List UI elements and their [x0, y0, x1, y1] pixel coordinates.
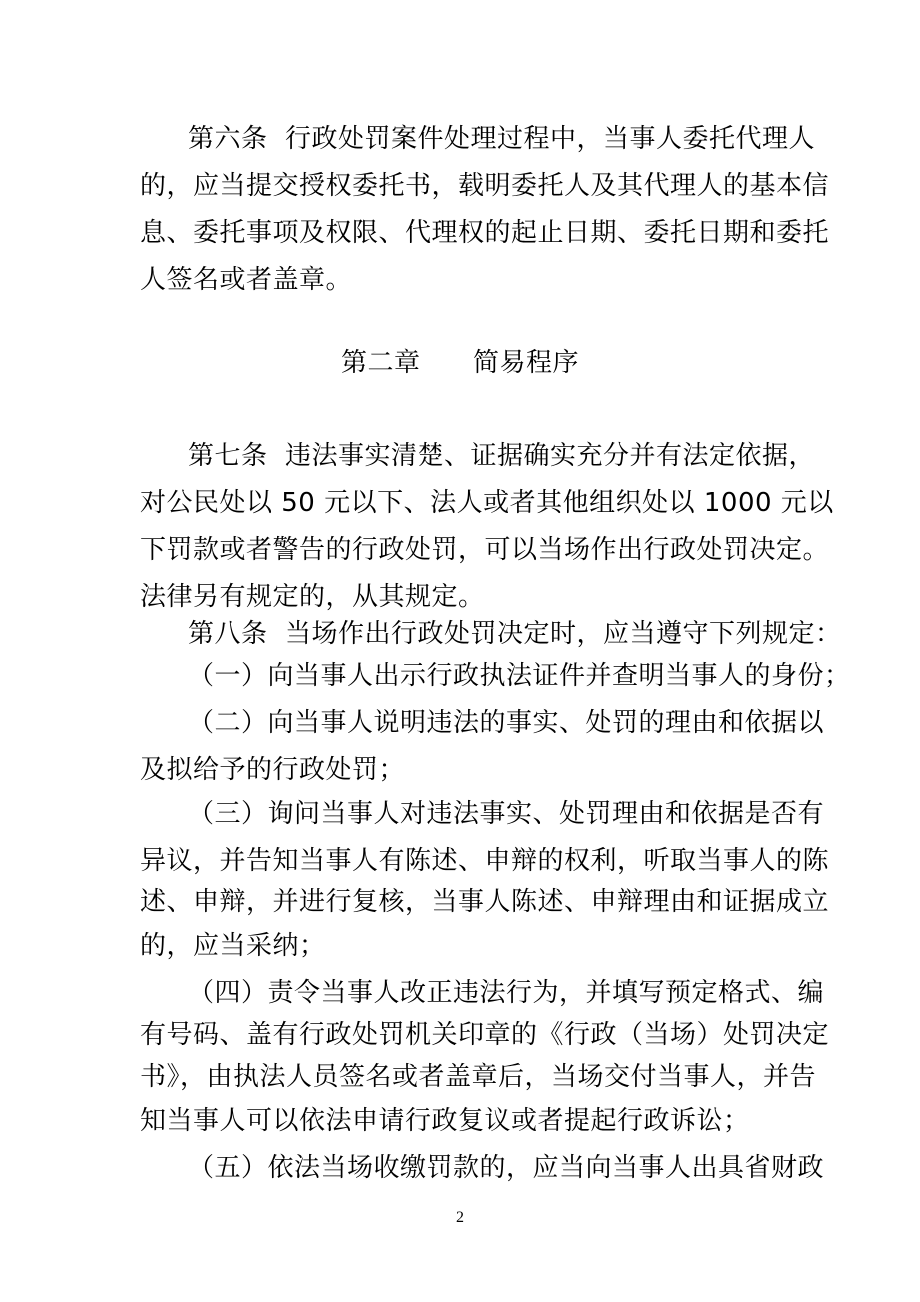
article-8-intro: 第八条 当场作出行政处罚决定时，应当遵守下列规定： [188, 619, 842, 649]
article-8-item-2-line-1: （二）向当事人说明违法的事实、处罚的理由和依据以 [188, 708, 825, 738]
article-6-line-1: 第六条 行政处罚案件处理过程中，当事人委托代理人 [188, 124, 816, 154]
article-8-item-1-line-1: （一）向当事人出示行政执法证件并查明当事人的身份； [188, 661, 851, 691]
article-8-item-3-line-1: （三）询问当事人对违法事实、处罚理由和依据是否有 [188, 799, 825, 829]
article-8-item-4-line-4: 知当事人可以依法申请行政复议或者提起行政诉讼； [140, 1106, 750, 1136]
article-7-line-3: 下罚款或者警告的行政处罚，可以当场作出行政处罚决定。 [140, 535, 830, 565]
article-7-line-2: 对公民处以 50 元以下、法人或者其他组织处以 1000 元以 [140, 488, 834, 518]
article-6-line-3: 息、委托事项及权限、代理权的起止日期、委托日期和委托 [140, 218, 830, 248]
article-8-item-4-line-1: （四）责令当事人改正违法行为，并填写预定格式、编 [188, 978, 825, 1008]
chapter-heading: 第二章 简易程序 [340, 348, 580, 378]
article-7-line-4: 法律另有规定的，从其规定。 [140, 582, 485, 612]
article-8-item-3-line-2: 异议，并告知当事人有陈述、申辩的权利，听取当事人的陈 [140, 846, 830, 876]
article-6-line-4: 人签名或者盖章。 [140, 265, 353, 295]
article-6-line-2: 的，应当提交授权委托书，载明委托人及其代理人的基本信 [140, 171, 830, 201]
article-8-item-4-line-2: 有号码、盖有行政处罚机关印章的《行政（当场）处罚决定 [140, 1020, 830, 1050]
article-8-item-5-line-1: （五）依法当场收缴罚款的，应当向当事人出具省财政 [188, 1153, 825, 1183]
article-7-line-1: 第七条 违法事实清楚、证据确实充分并有法定依据， [188, 441, 816, 471]
article-8-item-4-line-3: 书》，由执法人员签名或者盖章后，当场交付当事人，并告 [140, 1062, 817, 1092]
page-number: 2 [456, 1209, 464, 1226]
article-8-item-3-line-3: 述、申辩，并进行复核，当事人陈述、申辩理由和证据成立 [140, 887, 830, 917]
article-8-item-2-line-2: 及拟给予的行政处罚； [140, 755, 406, 785]
article-8-item-3-line-4: 的，应当采纳； [140, 931, 326, 961]
